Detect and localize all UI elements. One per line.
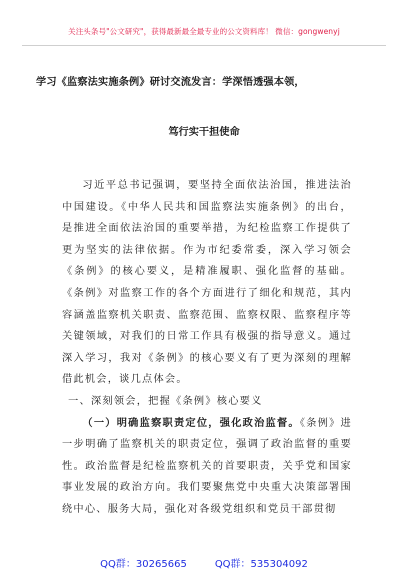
page-footer	[0, 555, 408, 570]
document-title-line-2: 笃行实干担使命	[168, 126, 240, 138]
subsection-heading: （一）明确监察职责定位，强化政治监督。	[82, 416, 300, 429]
footer-qq-group-1: QQ群：30265665	[100, 559, 187, 570]
header-divider	[22, 45, 386, 46]
footer-qq-group-2: QQ群：535304092	[214, 559, 308, 570]
document-body	[62, 175, 352, 521]
document-title-line-1: 学习《监察法实施条例》研讨交流发言：学深悟透强本领，	[36, 76, 305, 88]
subsection-text: 《条例》进一步明确了监察机关的职责定位，强调了政治监督的重要性。政治监督是纪检监察机关的首要职责，关乎党和国家事业发展的政治方向。我们要聚焦党中央重大决策部署围绕中心、服务大局，强化对各级党组织和党员干部贯彻	[62, 417, 352, 515]
page-header-promo: 关注头条号"公文研究"，获得最新最全最专业的公文资料库！ 微信：gongwenyj	[68, 27, 340, 36]
intro-paragraph: 习近平总书记强调，要坚持全面依法治国，推进法治中国建设。《中华人民共和国监察法实施条例》的出台，是推进全面依法治国的重要举措，为纪检监察工作提供了更为坚实的法律依据。作为市纪委常委，深入学习领会《条例》的核心要义，是精准履职、强化监督的基础。《条例》对监察工作的各个方面进行了细化和规范，其内容涵盖监察机关职责、监察范围、监察权限、监察程序等关键领域，对我们的日常工作具有极强的指导意义。通过深入学习，我对《条例》的核心要义有了更为深刻的理解借此机会，谈几点体会。	[62, 180, 352, 386]
section-heading: 一、深刻领会，把握《条例》核心要义	[68, 395, 263, 407]
subsection-paragraph	[62, 413, 352, 521]
